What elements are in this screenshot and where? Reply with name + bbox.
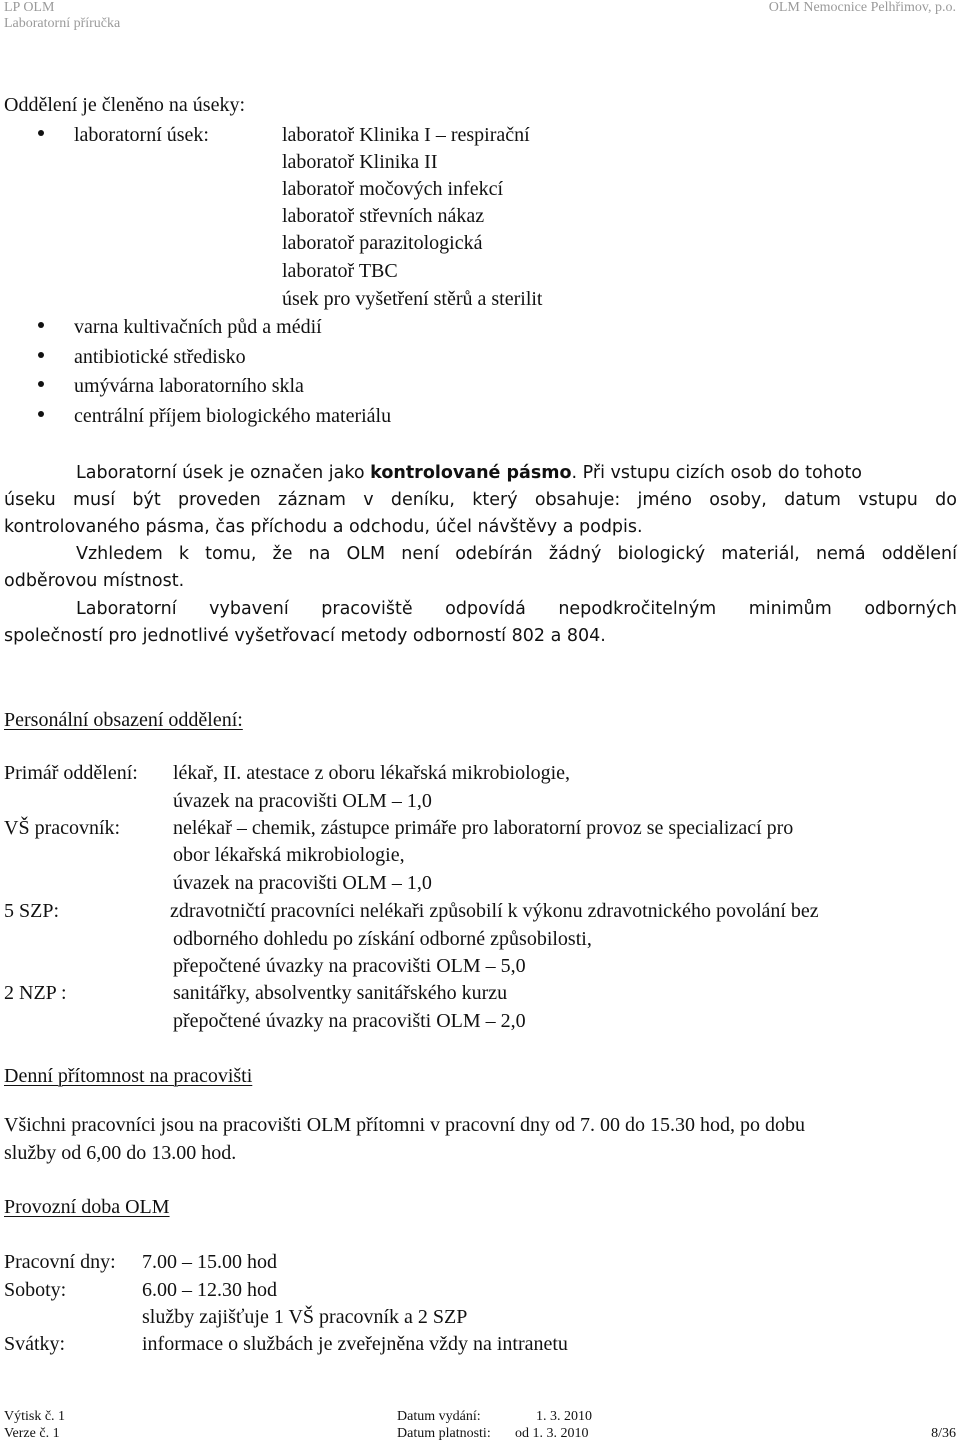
staff-label-nurses: 5 SZP:	[4, 900, 60, 922]
no-sampling-line-2: odběrovou místnost.	[4, 571, 185, 591]
unit-item: umývárna laboratorního skla	[74, 375, 304, 397]
staff-detail: nelékař – chemik, zástupce primáře pro laboratorní provoz se specializací pro	[173, 817, 794, 839]
lab-unit: laboratoř močových infekcí	[282, 178, 504, 200]
unit-item: antibiotické středisko	[74, 346, 246, 368]
lab-unit: laboratoř střevních nákaz	[282, 205, 485, 227]
controlled-zone-line-2: úseku musí být proveden záznam v deníku, který obsahuje: jméno osoby, datum vstupu do	[4, 490, 957, 510]
staff-detail: úvazek na pracovišti OLM – 1,0	[173, 872, 432, 894]
workdays-label: Pracovní dny:	[4, 1251, 116, 1273]
bullet-icon	[38, 130, 44, 136]
holidays-value: informace o službách je zveřejněna vždy na intranetu	[142, 1333, 568, 1355]
staff-detail: lékař, II. atestace z oboru lékařská mikrobiologie,	[173, 762, 571, 784]
departments-intro: Oddělení je členěno na úseky:	[4, 94, 246, 116]
presence-text-line-1: Všichni pracovníci jsou na pracovišti OLM přítomni v pracovní dny od 7. 00 do 15.30 hod, po dobu	[4, 1114, 806, 1136]
bullet-icon	[38, 352, 44, 358]
lab-unit: laboratoř Klinika I – respirační	[282, 124, 530, 146]
presence-heading: Denní přítomnost na pracovišti	[4, 1065, 253, 1087]
staff-detail: úvazek na pracovišti OLM – 1,0	[173, 790, 432, 812]
saturday-note: služby zajišťuje 1 VŠ pracovník a 2 SZP	[142, 1306, 468, 1328]
staff-detail: přepočtené úvazky na pracovišti OLM – 5,0	[173, 955, 526, 977]
unit-item: varna kultivačních půd a médií	[74, 316, 322, 338]
no-sampling-line-1: Vzhledem k tomu, že na OLM není odebírán žádný biologický materiál, nemá oddělení	[76, 544, 957, 564]
footer-page-number: 8/36	[931, 1426, 956, 1441]
lab-unit: laboratoř parazitologická	[282, 232, 483, 254]
lab-unit: laboratoř TBC	[282, 260, 398, 282]
controlled-zone-term: kontrolované pásmo	[370, 463, 572, 483]
saturday-value: 6.00 – 12.30 hod	[142, 1279, 277, 1301]
header-institution: OLM Nemocnice Pelhřimov, p.o.	[768, 0, 956, 15]
footer-issued-date: 1. 3. 2010	[536, 1409, 592, 1424]
footer-version: Verze č. 1	[4, 1426, 60, 1441]
header-document-title: Laboratorní příručka	[4, 16, 121, 31]
workdays-value: 7.00 – 15.00 hod	[142, 1251, 277, 1273]
staff-detail: přepočtené úvazky na pracovišti OLM – 2,0	[173, 1010, 526, 1032]
bullet-icon	[38, 411, 44, 417]
holidays-label: Svátky:	[4, 1333, 66, 1355]
staff-label-head: Primář oddělení:	[4, 762, 138, 784]
header-document-code: LP OLM	[4, 0, 55, 15]
bullet-icon	[38, 381, 44, 387]
footer-issue: Výtisk č. 1	[4, 1409, 66, 1424]
footer-valid-label: Datum platnosti:	[397, 1426, 491, 1441]
equipment-line-1: Laboratorní vybavení pracoviště odpovídá nepodkročitelným minimům odborných	[76, 599, 957, 619]
staff-detail: zdravotničtí pracovníci nelékaři způsobilí k výkonu zdravotnického povolání bez	[170, 900, 819, 922]
staff-label-university: VŠ pracovník:	[4, 817, 121, 839]
staff-label-auxiliary: 2 NZP :	[4, 982, 67, 1004]
hours-heading: Provozní doba OLM	[4, 1196, 170, 1218]
lab-section-label: laboratorní úsek:	[74, 124, 209, 146]
lab-unit: laboratoř Klinika II	[282, 151, 438, 173]
equipment-line-2: společností pro jednotlivé vyšetřovací metody odborností 802 a 804.	[4, 626, 606, 646]
bullet-icon	[38, 322, 44, 328]
unit-item: centrální příjem biologického materiálu	[74, 405, 392, 427]
saturday-label: Soboty:	[4, 1279, 67, 1301]
staffing-heading: Personální obsazení oddělení:	[4, 709, 243, 731]
controlled-zone-text: Laboratorní úsek je označen jako kontrolované pásmo. Při vstupu cizích osob do tohoto	[76, 463, 863, 483]
footer-issued-label: Datum vydání:	[397, 1409, 481, 1424]
controlled-zone-line-3: kontrolovaného pásma, čas příchodu a odchodu, účel návštěvy a podpis.	[4, 517, 643, 537]
footer-valid-date: od 1. 3. 2010	[515, 1426, 589, 1441]
lab-unit: úsek pro vyšetření stěrů a sterilit	[282, 288, 543, 310]
controlled-zone-line-1	[76, 462, 957, 484]
staff-detail: sanitářky, absolventky sanitářského kurzu	[173, 982, 508, 1004]
presence-text-line-2: služby od 6,00 do 13.00 hod.	[4, 1142, 237, 1164]
staff-detail: obor lékařská mikrobiologie,	[173, 844, 405, 866]
staff-detail: odborného dohledu po získání odborné způsobilosti,	[173, 928, 592, 950]
